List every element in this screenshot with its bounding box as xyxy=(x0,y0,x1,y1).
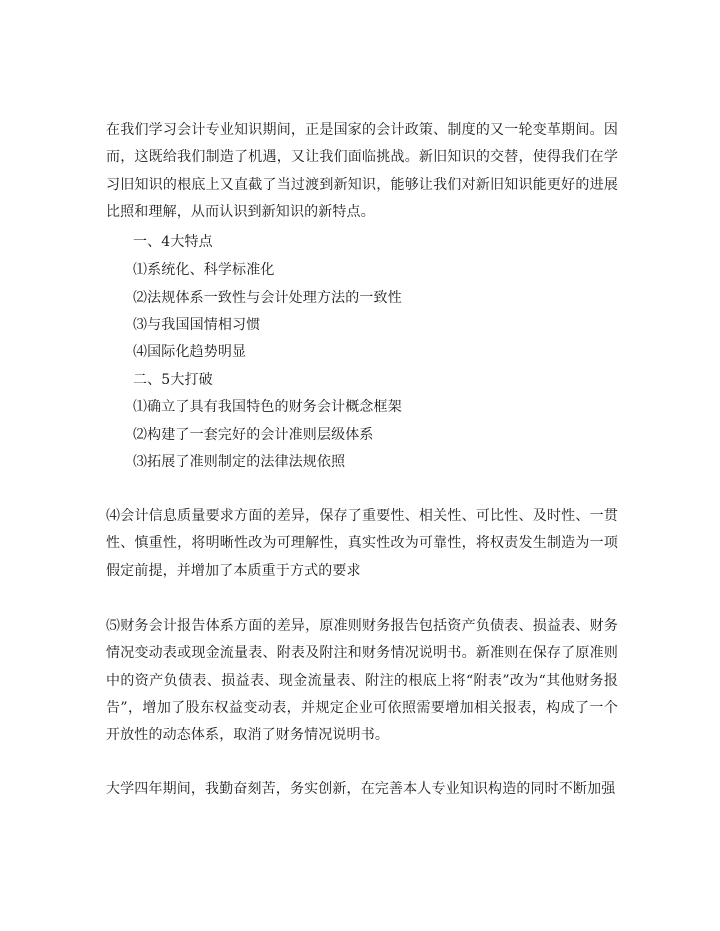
section-heading-features: 一、4大特点 xyxy=(133,234,213,250)
list-item: ⑴确立了具有我国特色的财务会计概念框架 xyxy=(133,399,402,415)
intro-paragraph: 在我们学习会计专业知识期间，正是国家的会计政策、制度的又一轮变革期间。因而，这既给我们制造了机遇，又让我们面临挑战。新旧知识的交替，使得我们在学习旧知识的根底上又直截了当过渡到新知识，能够让我们对新旧知识能更好的进展比照和理解，从而认识到新知识的新特点。 xyxy=(106,122,618,220)
closing-paragraph: 大学四年期间，我勤奋刻苦，务实创新，在完善本人专业知识构造的同时不断加强 xyxy=(106,781,616,797)
quality-requirements-paragraph: ⑷会计信息质量要求方面的差异，保存了重要性、相关性、可比性、及时性、一贯性、慎重性，将明晰性改为可理解性，真实性改为可靠性，将权责发生制造为一项假定前提，并增加了本质重于方式的要求 xyxy=(106,508,618,579)
reporting-system-paragraph: ⑸财务会计报告体系方面的差异，原准则财务报告包括资产负债表、损益表、财务情况变动表或现金流量表、附表及附注和财务情况说明书。新准则在保存了原准则中的资产负债表、损益表、现金流量表、附注的根底上将“附表”改为“其他财务报告”，增加了股东权益变动表，并规定企业可依照需要增加相关报表，构成了一个开放性的动态体系，取消了财务情况说明书。 xyxy=(106,618,618,744)
list-item: ⑵法规体系一致性与会计处理方法的一致性 xyxy=(133,290,402,306)
list-item: ⑶与我国国情相习惯 xyxy=(133,317,261,333)
list-item: ⑴系统化、科学标准化 xyxy=(133,262,275,278)
list-item: ⑶拓展了准则制定的法律法规依照 xyxy=(133,454,346,470)
list-item: ⑵构建了一套完好的会计准则层级体系 xyxy=(133,427,374,443)
list-item: ⑷国际化趋势明显 xyxy=(133,344,247,360)
section-heading-breakthroughs: 二、5大打破 xyxy=(133,372,213,388)
